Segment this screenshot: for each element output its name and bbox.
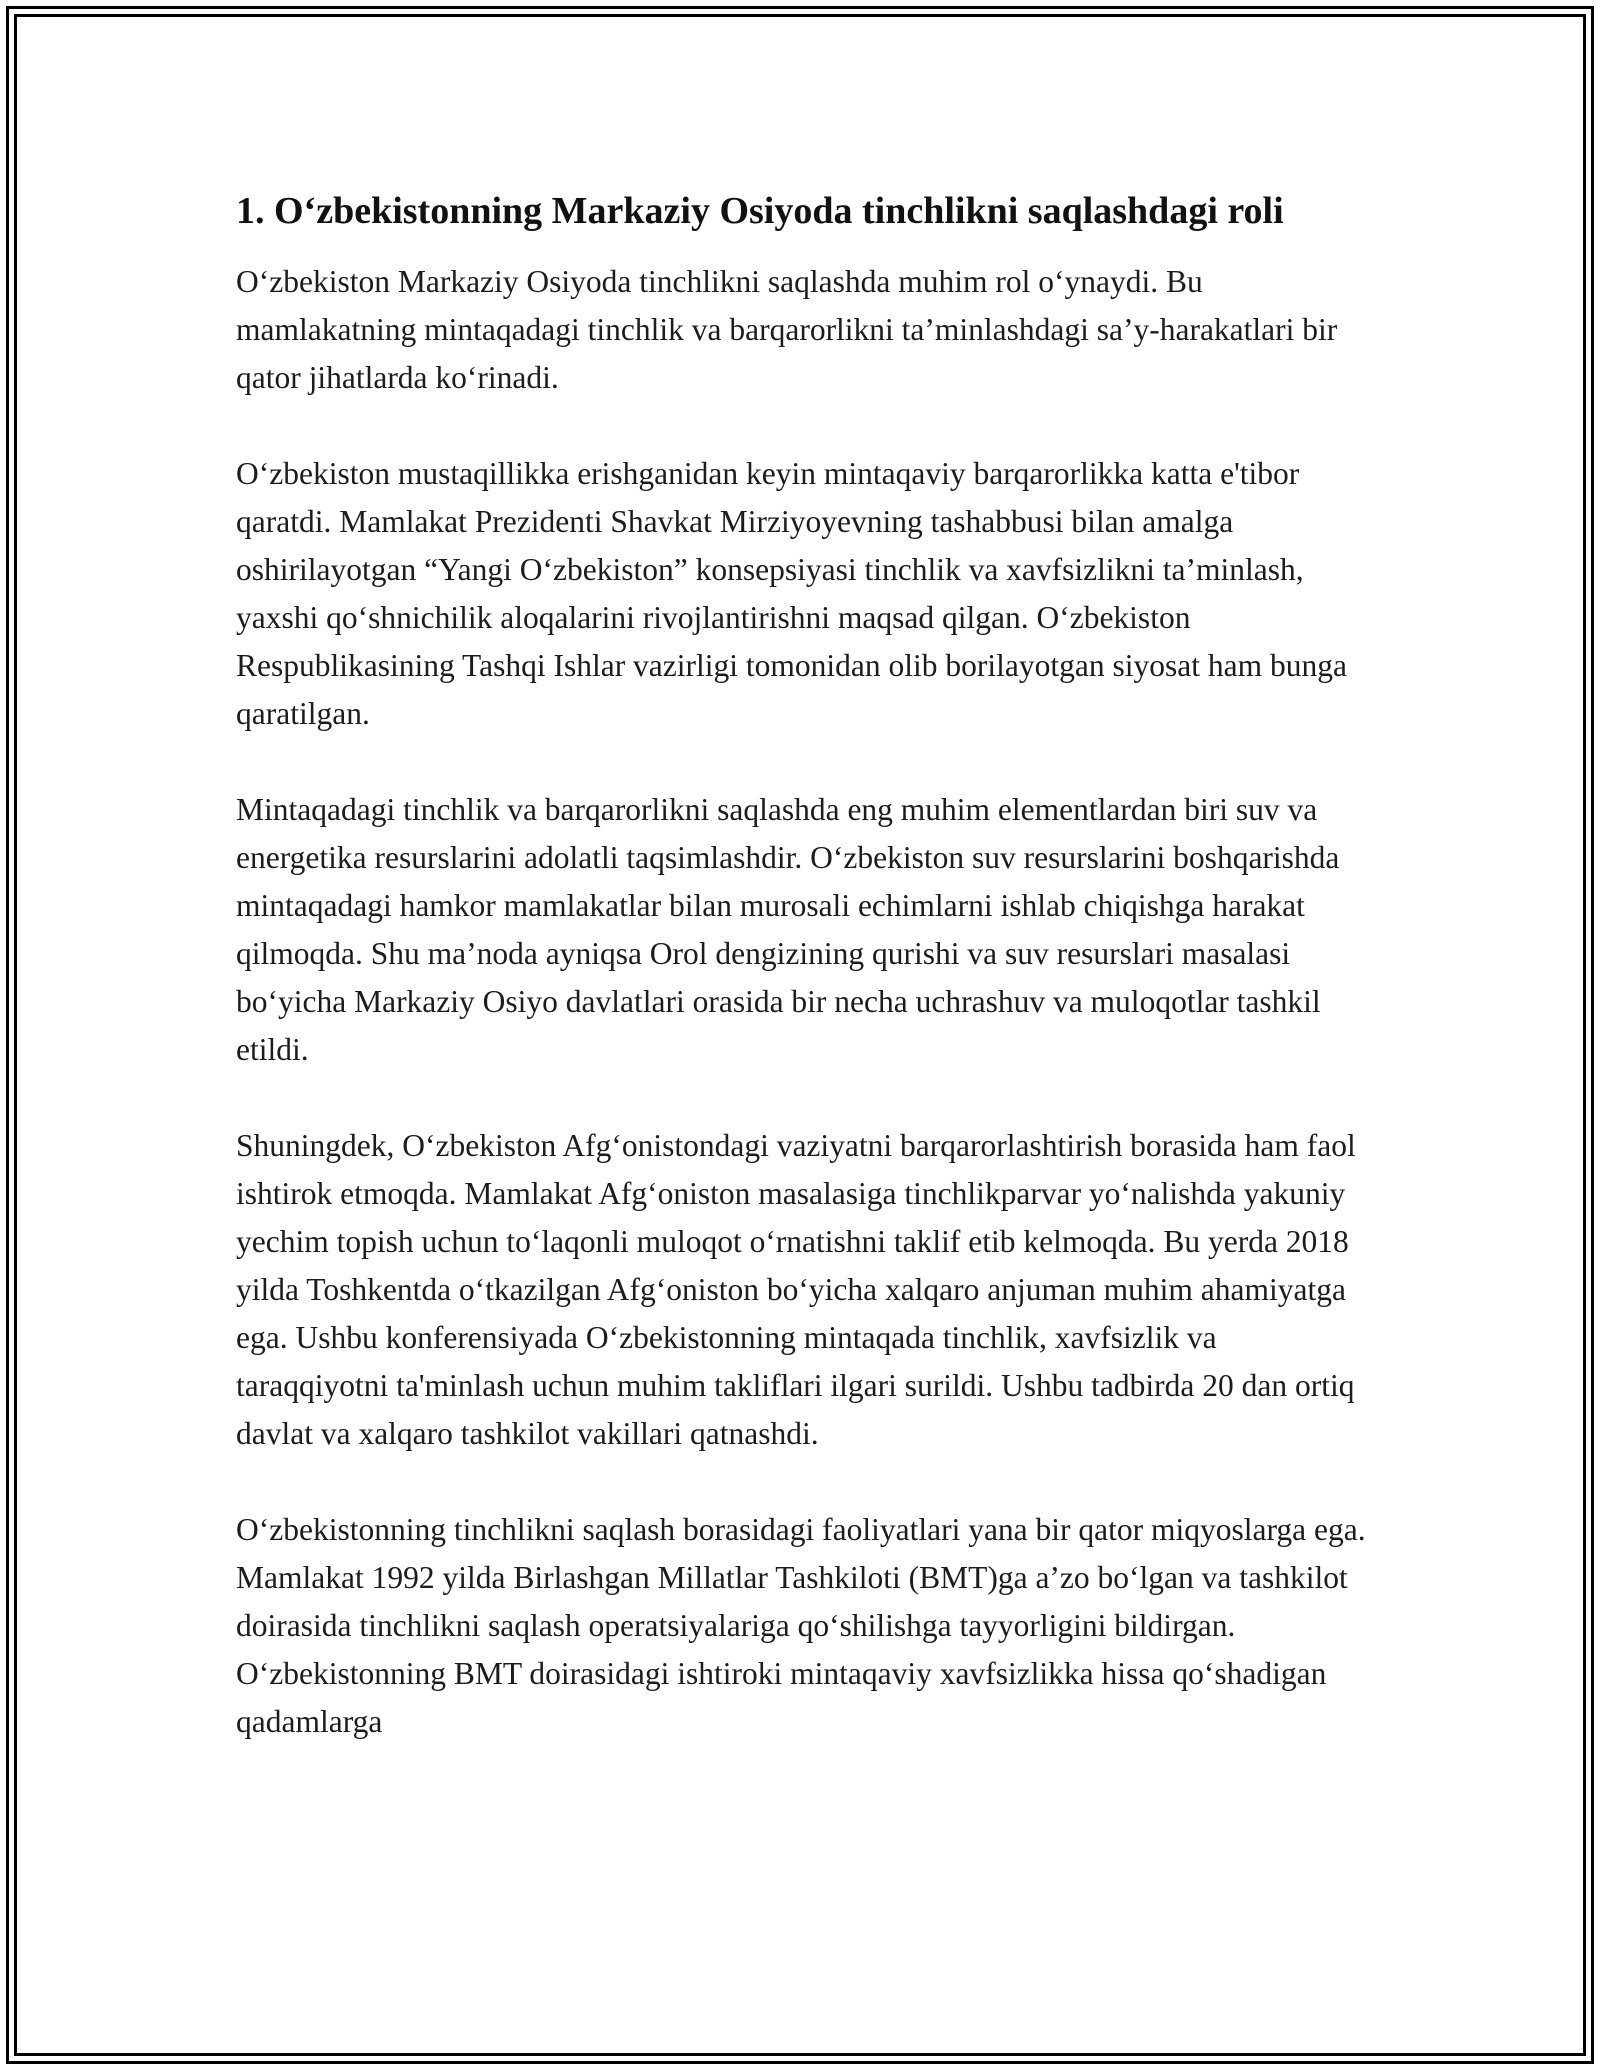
paragraph-4: Shuningdek, O‘zbekiston Afg‘onistondagi vaziyatni barqarorlashtirish borasida ham faol ishtirok etmoqda. Mamlakat Afg‘oniston masalasiga tinchlikparvar yo‘nalishda yakuniy yechim topish uchun to‘laqonli muloqot o‘rnatishni taklif etib kelmoqda. Bu yerda 2018 yilda Toshkentda o‘tkazilgan Afg‘oniston bo‘yicha xalqaro anjuman muhim ahamiyatga ega. Ushbu konferensiyada O‘zbekistonning mintaqada tinchlik, xavfsizlik va taraqqiyotni ta'minlash uchun muhim takliflari ilgari surildi. Ushbu tadbirda 20 dan ortiq davlat va xalqaro tashkilot vakillari qatnashdi. [236,1128,1356,1451]
paragraph-1: O‘zbekiston Markaziy Osiyoda tinchlikni saqlashda muhim rol o‘ynaydi. Bu mamlakatning mintaqadagi tinchlik va barqarorlikni ta’minlashdagi sa’y-harakatlari bir qator jihatlarda ko‘rinadi. [236,264,1338,395]
paragraph-5: O‘zbekistonning tinchlikni saqlash borasidagi faoliyatlari yana bir qator miqyoslarga ega. Mamlakat 1992 yilda Birlashgan Millatlar Tashkiloti (BMT)ga a’zo bo‘lgan va tashkilot doirasida tinchlikni saqlash operatsiyalariga qo‘shilishga tayyorligini bildirgan. O‘zbekistonning BMT doirasidagi ishtiroki mintaqaviy xavfsizlikka hissa qo‘shadigan qadamlarga [236,1512,1366,1739]
section-title: 1. O‘zbekistonning Markaziy Osiyoda tinchlikni saqlashdagi roli [236,190,1284,232]
paragraph-2: O‘zbekiston mustaqillikka erishganidan keyin mintaqaviy barqarorlikka katta e'tibor qaratdi. Mamlakat Prezidenti Shavkat Mirziyoyevning tashabbusi bilan amalga oshirilayotgan “Yangi O‘zbekiston” konsepsiyasi tinchlik va xavfsizlikni ta’minlash, yaxshi qo‘shnichilik aloqalarini rivojlantirishni maqsad qilgan. O‘zbekiston Respublikasining Tashqi Ishlar vazirligi tomonidan olib borilayotgan siyosat ham bunga qaratilgan. [236,456,1347,731]
document-body [236,184,1366,1794]
paragraph-3: Mintaqadagi tinchlik va barqarorlikni saqlashda eng muhim elementlardan biri suv va energetika resurslarini adolatli taqsimlashdir. O‘zbekiston suv resurslarini boshqarishda mintaqadagi hamkor mamlakatlar bilan murosali echimlarni ishlab chiqishga harakat qilmoqda. Shu ma’noda ayniqsa Orol dengizining qurishi va suv resurslari masalasi bo‘yicha Markaziy Osiyo davlatlari orasida bir necha uchrashuv va muloqotlar tashkil etildi. [236,792,1340,1067]
